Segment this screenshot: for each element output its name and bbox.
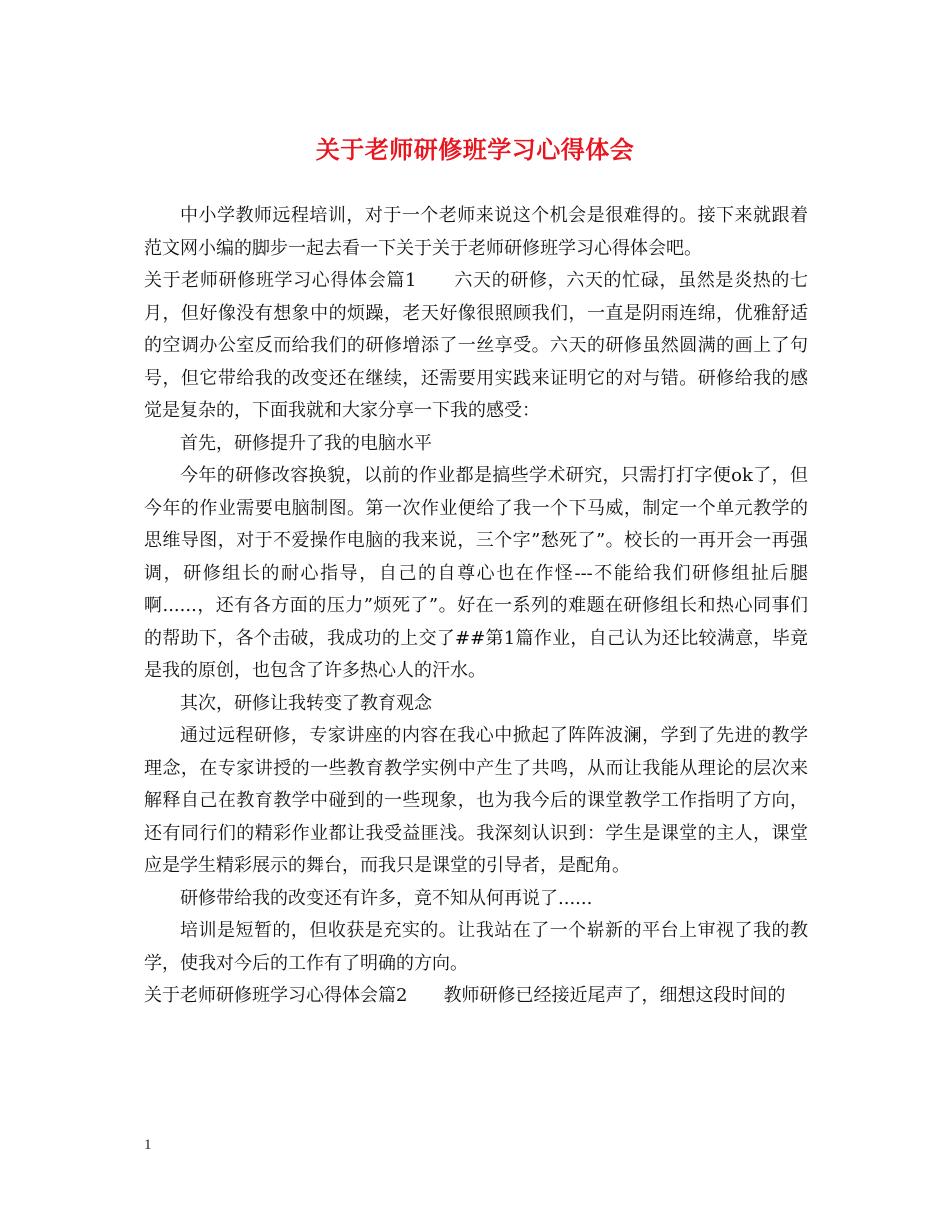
subheading-computer-skills: 首先，研修提升了我的电脑水平 [180, 432, 432, 454]
education-concept-paragraph: 通过远程研修，专家讲座的内容在我心中掀起了阵阵波澜，学到了先进的教学理念，在专家讲授的一些教育教学实例中产生了共鸣，从而让我能从理论的层次来解释自己在教育教学中碰到的一些现象，也为我今后的课堂教学工作指明了方向，还有同行们的精彩作业都让我受益匪浅。我深刻认识到：学生是课堂的主人，课堂应是学生精彩展示的舞台，而我只是课堂的引导者，是配角。 [144, 725, 808, 876]
more-changes-paragraph: 研修带给我的改变还有许多，竟不知从何再说了...... [180, 887, 593, 909]
section-1-paragraph: 关于老师研修班学习心得体会篇1 六天的研修，六天的忙碌，虽然是炎热的七月，但好像没有想象中的烦躁，老天好像很照顾我们，一直是阴雨连绵，优雅舒适的空调办公室反而给我们的研修增添了一丝享受。六天的研修虽然圆满的画上了句号，但它带给我的改变还在继续，还需要用实践来证明它的对与错。研修给我的感觉是复杂的，下面我就和大家分享一下我的感受： [144, 270, 808, 421]
intro-paragraph: 中小学教师远程培训，对于一个老师来说这个机会是很难得的。接下来就跟着范文网小编的脚步一起去看一下关于关于老师研修班学习心得体会吧。 [144, 205, 808, 259]
computer-skills-paragraph: 今年的研修改容换貌，以前的作业都是搞些学术研究，只需打打字便ok了，但今年的作业需要电脑制图。第一次作业便给了我一个下马威，制定一个单元教学的思维导图，对于不爱操作电脑的我来说，三个字”愁死了”。校长的一再开会一再强调，研修组长的耐心指导，自己的自尊心也在作怪---不能给我们研修组扯后腿啊......，还有各方面的压力”烦死了”。好在一系列的难题在研修组长和热心同事们的帮助下，各个击破，我成功的上交了##第1篇作业，自己认为还比较满意，毕竟是我的原创，也包含了许多热心人的汗水。 [144, 465, 808, 681]
section-2-paragraph: 关于老师研修班学习心得体会篇2 教师研修已经接近尾声了，细想这段时间的 [144, 985, 786, 1006]
document-body [144, 200, 808, 1013]
page-number: 1 [144, 1137, 152, 1153]
conclusion-paragraph: 培训是短暂的，但收获是充实的。让我站在了一个崭新的平台上审视了我的教学，使我对今后的工作有了明确的方向。 [144, 920, 808, 974]
document-title: 关于老师研修班学习心得体会 [315, 135, 635, 164]
subheading-education-concept: 其次，研修让我转变了教育观念 [180, 692, 432, 714]
